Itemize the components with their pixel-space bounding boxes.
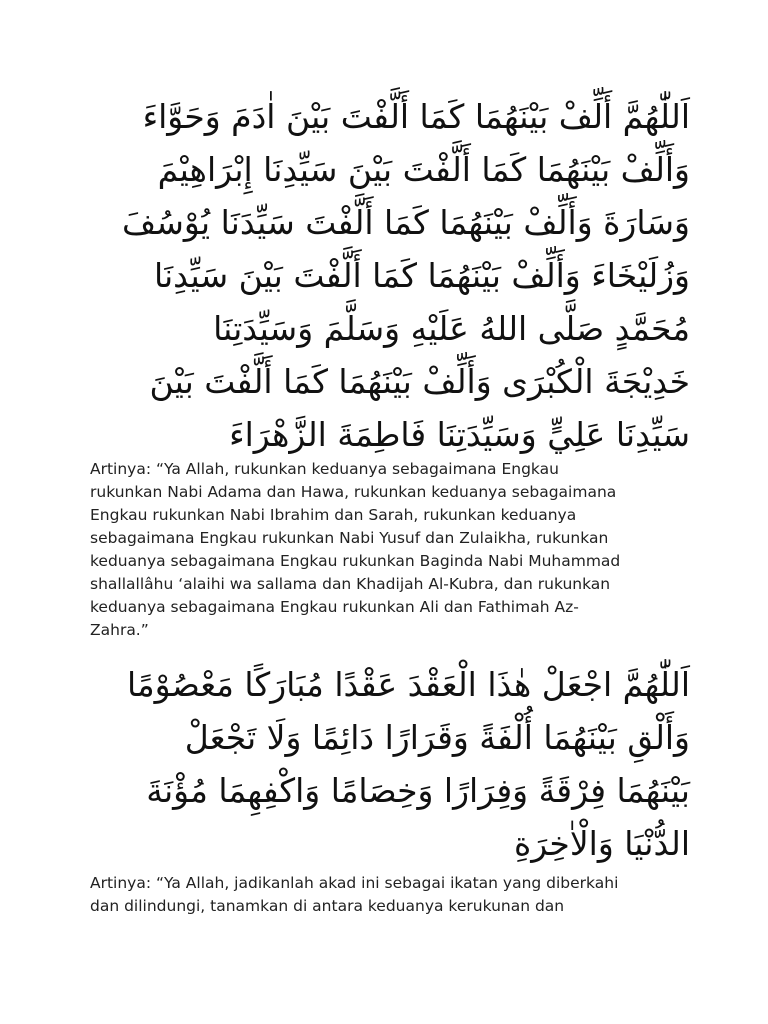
arabic-line: وَسَارَةَ وَأَلِّفْ بَيْنَهُمَا كَمَا أَلَّفْتَ سَيِّدَنَا يُوْسُفَ (122, 203, 690, 242)
translation-line: Artinya: “Ya Allah, rukunkan keduanya sebagaimana Engkau (90, 460, 559, 478)
arabic-line: الدُّنْيَا وَالْاٰخِرَةِ (513, 824, 690, 863)
translation-line: Zahra.” (90, 621, 149, 639)
translation-line: Artinya: “Ya Allah, jadikanlah akad ini sebagai ikatan yang diberkahi (90, 874, 619, 892)
arabic-line: سَيِّدِنَا عَلِيٍّ وَسَيِّدَتِنَا فَاطِمَةَ الزَّهْرَاءَ (229, 415, 690, 454)
translation-line: rukunkan Nabi Adama dan Hawa, rukunkan keduanya sebagaimana (90, 483, 617, 501)
arabic-line: اَللّٰهُمَّ أَلِّفْ بَيْنَهُمَا كَمَا أَلَّفْتَ بَيْنَ اٰدَمَ وَحَوَّاءَ (142, 97, 690, 136)
arabic-line: وَأَلْقِ بَيْنَهُمَا أُلْفَةً وَقَرَارًا دَائِمًا وَلَا تَجْعَلْ (184, 718, 690, 757)
arabic-line: اَللّٰهُمَّ اجْعَلْ هٰذَا الْعَقْدَ عَقْدًا مُبَارَكًا مَعْصُوْمًا (126, 665, 690, 704)
arabic-line: وَأَلِّفْ بَيْنَهُمَا كَمَا أَلَّفْتَ بَيْنَ سَيِّدِنَا إِبْرَاهِيْمَ (157, 150, 690, 189)
prayer-arabic-text (70, 658, 690, 870)
translation-line: Engkau rukunkan Nabi Ibrahim dan Sarah, rukunkan keduanya (90, 506, 577, 524)
translation-line: sebagaimana Engkau rukunkan Nabi Yusuf dan Zulaikha, rukunkan (90, 529, 609, 547)
translation-line: shallallâhu ‘alaihi wa sallama dan Khadijah Al-Kubra, dan rukunkan (90, 575, 611, 593)
prayer-translation (90, 872, 680, 918)
prayer-translation (90, 458, 680, 642)
prayer-arabic-text (70, 90, 690, 461)
arabic-line: بَيْنَهُمَا فِرْقَةً وَفِرَارًا وَخِصَامًا وَاكْفِهِمَا مُؤْنَةَ (146, 771, 690, 810)
arabic-line: خَدِيْجَةَ الْكُبْرَى وَأَلِّفْ بَيْنَهُمَا كَمَا أَلَّفْتَ بَيْنَ (149, 362, 690, 401)
arabic-line: وَزُلَيْخَاءَ وَأَلِّفْ بَيْنَهُمَا كَمَا أَلَّفْتَ بَيْنَ سَيِّدِنَا (153, 256, 690, 295)
translation-line: keduanya sebagaimana Engkau rukunkan Ali dan Fathimah Az- (90, 598, 579, 616)
arabic-line: مُحَمَّدٍ صَلَّى اللهُ عَلَيْهِ وَسَلَّمَ وَسَيِّدَتِنَا (213, 309, 690, 348)
translation-line: keduanya sebagaimana Engkau rukunkan Baginda Nabi Muhammad (90, 552, 621, 570)
translation-line: dan dilindungi, tanamkan di antara keduanya kerukunan dan (90, 897, 565, 915)
